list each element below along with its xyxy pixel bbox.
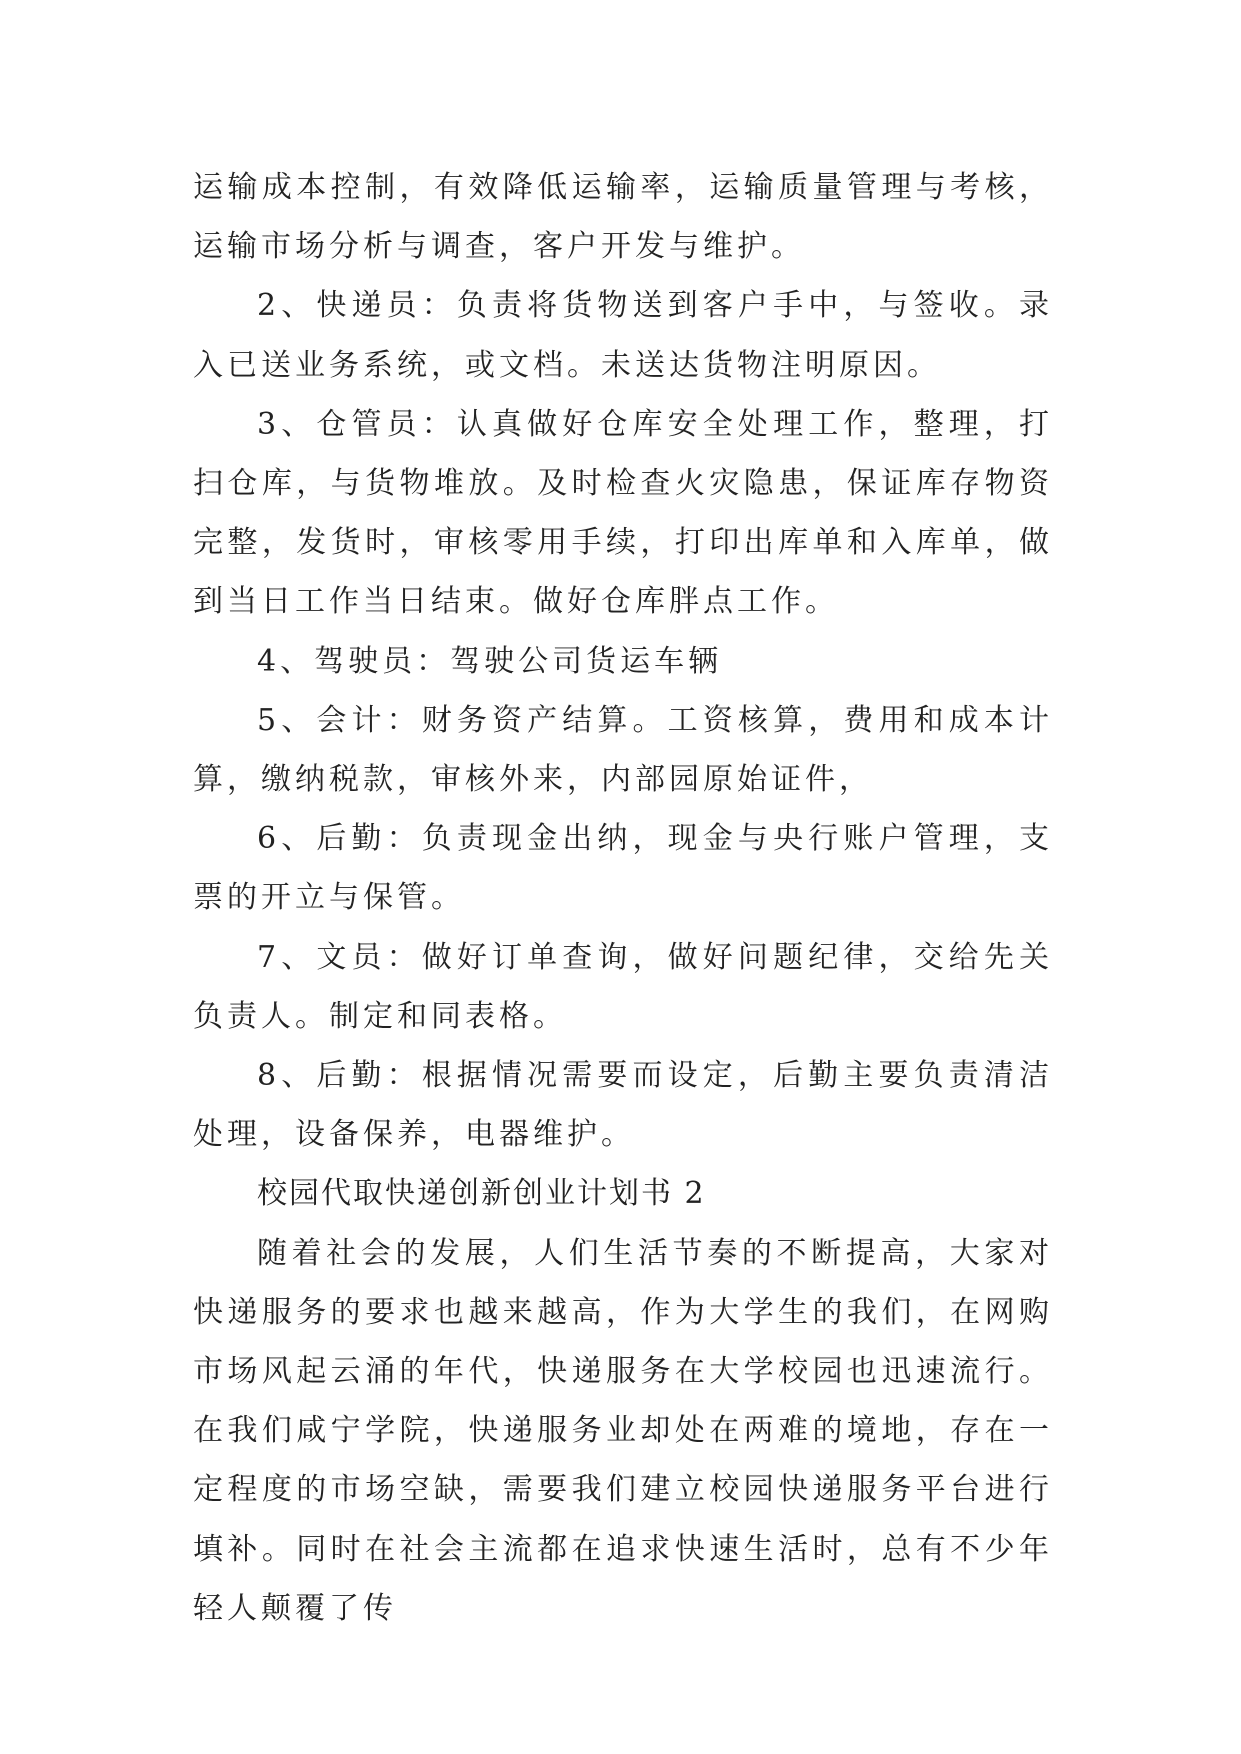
paragraph-clerk: 7、文员：做好订单查询，做好问题纪律，交给先关负责人。制定和同表格。 bbox=[193, 939, 1053, 1034]
paragraph-driver: 4、驾驶员：驾驶公司货运车辆 bbox=[257, 643, 723, 679]
paragraph-warehouse-keeper: 3、仓管员：认真做好仓库安全处理工作，整理，打扫仓库，与货物堆放。及时检查火灾隐患，保证库存物资完整，发货时，审核零用手续，打印出库单和入库单，做到当日工作当日结束。做好仓库胖点工作。 bbox=[193, 406, 1053, 620]
paragraph-logistics-cashier: 6、后勤：负责现金出纳，现金与央行账户管理，支票的开立与保管。 bbox=[193, 821, 1053, 916]
paragraph-courier: 2、快递员：负责将货物送到客户手中，与签收。录入已送业务系统，或文档。未送达货物注明原因。 bbox=[193, 288, 1053, 383]
paragraph-accountant: 5、会计：财务资产结算。工资核算，费用和成本计算，缴纳税款，审核外来，内部园原始证件， bbox=[193, 702, 1053, 798]
paragraph-transport: 运输成本控制，有效降低运输率，运输质量管理与考核，运输市场分析与调查，客户开发与维护。 bbox=[193, 170, 1053, 265]
paragraph-intro: 随着社会的发展，人们生活节奏的不断提高，大家对快递服务的要求也越来越高，作为大学生的我们，在网购市场风起云涌的年代，快递服务在大学校园也迅速流行。在我们咸宁学院，快递服务业却处在两难的境地，存在一定程度的市场空缺，需要我们建立校园快递服务平台进行填补。同时在社会主流都在追求快速生活时，总有不少年轻人颠覆了传 bbox=[193, 1235, 1053, 1626]
document-body bbox=[193, 158, 1053, 1638]
section-heading: 校园代取快递创新创业计划书 2 bbox=[257, 1176, 706, 1212]
paragraph-logistics-maintenance: 8、后勤：根据情况需要而设定，后勤主要负责清洁处理，设备保养，电器维护。 bbox=[193, 1058, 1053, 1153]
